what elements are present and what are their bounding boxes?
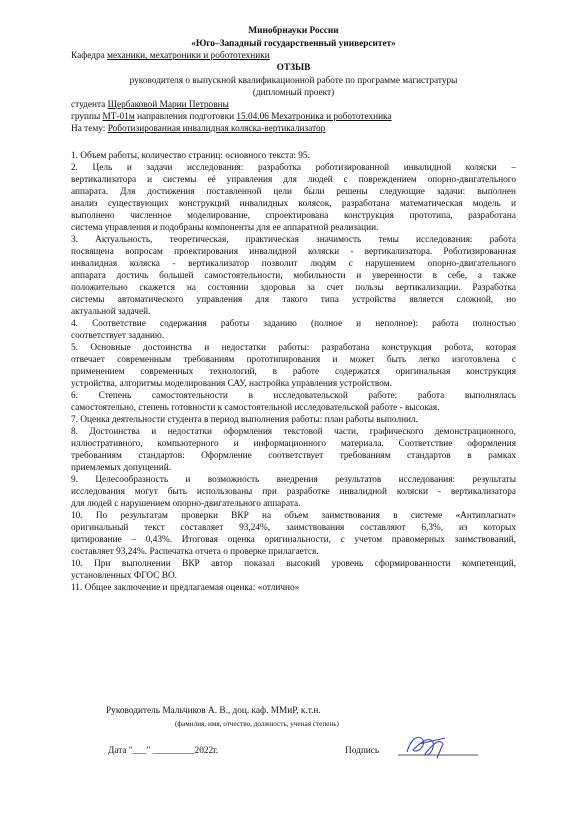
item-line: для людей с нарушением опорно-двигательного аппарата. — [71, 499, 301, 509]
item-line: требованиям стандартов: Оформление соответствует требованиям стандартов в рамках — [71, 451, 516, 461]
item-line: аппарата достичь большей самостоятельности, мобильности и уверенности в себе, а также — [71, 271, 516, 281]
item-line: вертикализатора и системы её управления для людей с повреждением опорно-двигательного — [71, 175, 516, 185]
item-line: посвящена вопросам проектирования инвалидной коляски - вертикализатора. Роботизированная — [71, 247, 516, 257]
item-line: положительно скажется на состоянии здоровья за счет пользы вертикализации. Разработка — [71, 283, 516, 293]
item-line: анализ существующих конструкций инвалидных колясок, разработана математическая модель и — [71, 199, 516, 209]
topic: Роботизированная инвалидная коляска-вертикализатор — [107, 124, 326, 134]
item-line: инвалидная коляска - вертикализатор позволит людям с нарушением опорно-двигательного — [71, 259, 516, 269]
item-line: 10. При выполнении ВКР автор показал высокий уровень сформированности компетенций, — [71, 559, 516, 569]
item-line: выполнено численное моделирование, спроектирована конструкция прототипа, разработана — [71, 211, 516, 221]
signature-label: Подпись — [345, 746, 380, 756]
item-line: соответствует заданию. — [71, 331, 165, 341]
item-line: применением современных технологий, в работе содержатся оригинальная конструкция — [71, 367, 516, 377]
item-line: 10. По результатам проверки ВКР на объем заимствования в системе «Антиплагиат» — [71, 511, 516, 521]
university-name: «Юго–Западный государственный университет» — [191, 39, 396, 49]
item-line: составляет 93,24%. Распечатка отчета о проверке прилагается. — [71, 547, 319, 557]
student-line: студента Щербаковой Марии Петровны — [71, 100, 229, 110]
supervisor-note: (фамилия, имя, отчество, должность, ученая степень) — [175, 720, 339, 728]
item-line: самостоятельно, степень готовности к самостоятельной исследовательской работе - высокая. — [71, 403, 440, 413]
date-line: Дата "___" _________2022г. — [108, 746, 219, 756]
item-line: системы автоматического управления для такого типа устройства является сложной, но — [71, 295, 516, 305]
item-line: 2. Цель и задачи исследования: разработка роботизированной инвалидной коляски – — [71, 163, 516, 173]
item-line: устройства, алгоритмы моделирования САУ, настройка управления устройством. — [71, 379, 392, 389]
group-line: группы МТ-01м направления подготовки 15.04.06 Мехатроника и робототехника — [71, 112, 392, 122]
direction: 15.04.06 Мехатроника и робототехника — [236, 112, 392, 122]
item-line: иллюстративного, компьютерного и информационного материала. Соответствие оформления — [71, 439, 516, 449]
department-name: механики, мехатроники и робототехники — [107, 51, 270, 61]
item-line: приемлемых допущений. — [71, 463, 172, 473]
item-line: система управления и подобраны компоненты для ее аппаратной реализации. — [71, 223, 379, 233]
item-line: цитирование – 0,43%. Итоговая оценка оригинальности, с учетом правомерных заимствований, — [71, 535, 516, 545]
item-line: актуальной задачей. — [71, 307, 151, 317]
ministry-name: Минобрнауки России — [248, 26, 339, 36]
document-subtitle-2: (дипломный проект) — [252, 88, 335, 98]
item-line: оригинальный текст составляет 93,24%, заимствования составляют 6,3%, из которых — [71, 523, 516, 533]
item-line: 8. Достоинства и недостатки оформления текстовой части, графического демонстрационного, — [71, 427, 516, 437]
item-line: 1. Объем работы, количество страниц: основного текста: 95. — [71, 151, 310, 161]
item-line: исследования могут быть использованы при разработке инвалидной коляски - вертикализатора — [71, 487, 516, 497]
item-line: 7. Оценка деятельности студента в период выполнения работы: план работы выполнил. — [71, 415, 418, 425]
handwritten-signature — [393, 728, 483, 766]
student-name: Щербаковой Марии Петровны — [107, 100, 229, 110]
topic-line: На тему: Роботизированная инвалидная коляска-вертикализатор — [71, 124, 326, 134]
document-title: ОТЗЫВ — [276, 63, 311, 73]
supervisor-line: Руководитель Мальчиков А. В., доц. каф. ММиР, к.т.н. — [106, 706, 321, 716]
item-line: установленных ФГОС ВО. — [71, 571, 177, 581]
item-line: 9. Целесообразность и возможность внедрения результатов исследования: результаты — [71, 475, 516, 485]
item-line: 5. Основные достоинства и недостатки работы: разработана конструкция робота, которая — [71, 343, 516, 353]
document-subtitle: руководителя о выпускной квалификационной работе по программе магистратуры — [129, 76, 458, 86]
item-line: аппарата. Для достижения поставленной цели были решены следующие задачи: выполнен — [71, 187, 516, 197]
item-line: отвечает современным требованиям прототипирования и может быть легко изготовлена с — [71, 355, 516, 365]
item-line: 4. Соответствие содержания работы заданию (полное и неполное): работа полностью — [71, 319, 516, 329]
item-line: 6. Степень самостоятельности в исследовательской работе: работа выполнялась — [71, 391, 516, 401]
item-line: 3. Актуальность, теоретическая, практическая значимость темы исследования: работа — [71, 235, 516, 245]
group-code: МТ-01м — [102, 112, 135, 122]
department-line: Кафедра механики, мехатроники и робототехники — [71, 51, 270, 61]
item-line: 11. Общее заключение и предлагаемая оценка: «отлично» — [71, 583, 300, 593]
